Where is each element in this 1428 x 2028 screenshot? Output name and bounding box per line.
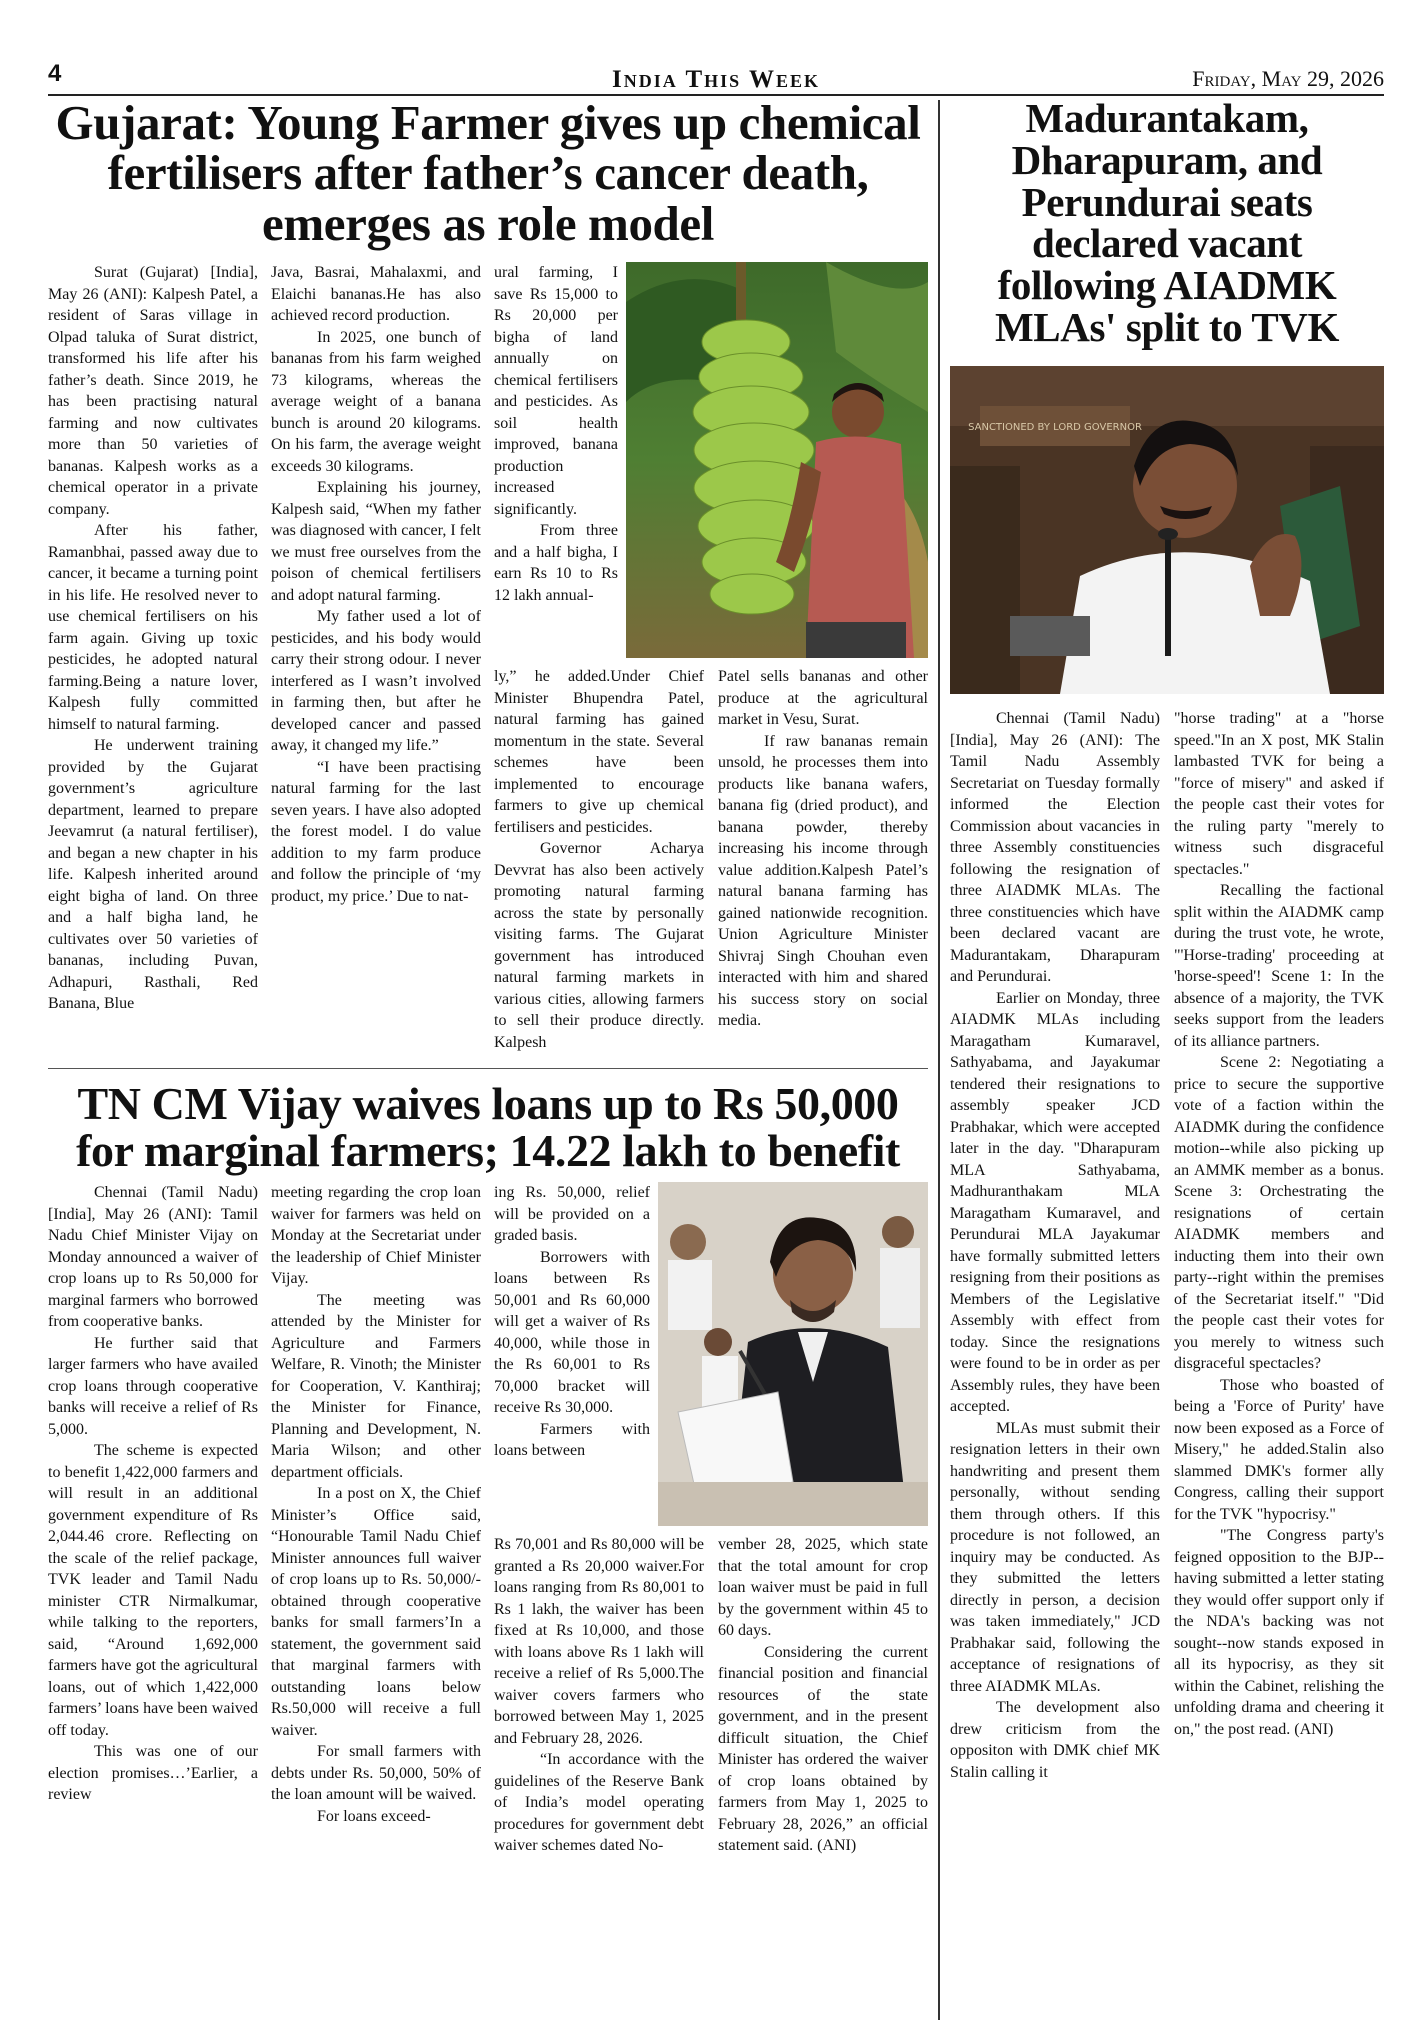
paragraph: After his father, Ramanbhai, passed away due to cancer, it became a turning point in his life. He resolved never to use chemical fertilisers on his farm again. Giving up toxic pesticides, he adopted natural farming.Being a nature lover, Kalpesh fully committed himself to natural farming. — [48, 522, 258, 733]
paragraph: MLAs must submit their resignation letters in their own handwriting and present them personally, without sending them through others. If this procedure is not followed, an inquiry may be conducted. As they submitted the letters directly in person, a decision was taken immediately," JCD Prabhakar said, following the acceptance of resignations of three AIADMK MLAs. — [950, 1419, 1160, 1695]
column-divider — [938, 100, 940, 2020]
story2-column-1 — [48, 1182, 258, 1806]
paragraph: Those who boasted of being a 'Force of Purity' have now been exposed as a Force of Misery," he added.Stalin also slammed DMK's former ally Congress, calling their support for the TVK "hypocrisy." — [1174, 1376, 1384, 1523]
story1-column-3-bottom — [494, 666, 704, 1053]
paragraph: In a post on X, the Chief Minister’s Office said, “Honourable Tamil Nadu Chief Minister announces full waiver of crop loans up to Rs. 50,000/- obtained through cooperative banks for small farmers’In a statement, the government said that marginal farmers with outstanding loans below Rs.50,000 will receive a full waiver. — [271, 1485, 481, 1739]
photo-signboard: SANCTIONED BY LORD GOVERNOR — [968, 422, 1142, 433]
page-number: 4 — [48, 60, 62, 87]
farmer-banana-photo — [626, 262, 928, 658]
paragraph: Recalling the factional split within the AIADMK camp during the trust vote, he wrote, "'Horse-trading' proceeding at 'horse-speed'! Scene 1: In the absence of a majority, the TVK seeks support from the leaders of its alliance partners. — [1174, 882, 1384, 1050]
paragraph: From three and a half bigha, I earn Rs 10 to Rs 12 lakh annual- — [494, 522, 618, 604]
paragraph: “In accordance with the guidelines of the Reserve Bank of India’s model operating procedures for government debt waiver schemes dated No- — [494, 1751, 704, 1854]
story3-headline: Madurantakam, Dharapuram, and Perundurai seats declared vacant following AIADMK MLAs' split to TVK — [994, 95, 1339, 351]
publication-name: India This Week — [611, 66, 821, 93]
paragraph: Patel sells bananas and other produce at the agricultural market in Vesu, Surat. — [718, 668, 928, 728]
paragraph: ly,” he added.Under Chief Minister Bhupendra Patel, natural farming has gained momentum in the state. Several schemes have been implemented to encourage farmers to give up chemical fertilisers and pesticides. — [494, 668, 704, 836]
paragraph: Chennai (Tamil Nadu) [India], May 26 (ANI): Tamil Nadu Chief Minister Vijay on Monday announced a waiver of crop loans up to Rs 50,000 for marginal farmers who borrowed from cooperative banks. — [48, 1184, 258, 1330]
issue-date: Friday, May 29, 2026 — [1192, 66, 1384, 91]
story2-column-4-bottom — [718, 1534, 928, 1857]
paragraph: The scheme is expected to benefit 1,422,000 farmers and will result in an additional government expenditure of Rs 2,044.46 crore. Reflecting on the scale of the relief package, TVK leader and Tamil Nadu minister CTR Nirmalkumar, while talking to the reporters, said, “Around 1,692,000 farmers have got the agricultural loans, out of which 1,422,000 farmers’ loans have been waived off today. — [48, 1442, 258, 1739]
paragraph: He underwent training provided by the Gujarat government’s agriculture department, learned to prepare Jeevamrut (a natural fertiliser), and began a new chapter in his life. Kalpesh inherited around eight bigha of land. On three and a half bigha land, he cultivates over 50 varieties of bananas, including Puvan, Adhapuri, Rasthali, Red Banana, Blue — [48, 737, 258, 1012]
paragraph: The meeting was attended by the Minister for Agriculture and Farmers Welfare, R. Vinoth; the Minister for Cooperation, V. Kanthiraj; the Minister for Finance, Planning and Development, N. Maria Wilson; and other department officials. — [271, 1291, 481, 1481]
paragraph: The development also drew criticism from the oppositon with DMK chief MK Stalin calling it — [950, 1699, 1160, 1781]
paragraph: vember 28, 2025, which state that the total amount for crop loan waiver must be paid in full by the government within 45 to 60 days. — [718, 1536, 928, 1639]
story-separator — [48, 1068, 928, 1069]
paragraph: Governor Acharya Devvrat has also been actively promoting natural farming across the state by personally visiting farms. The Gujarat government has introduced natural farming markets in various cities, allowing farmers to sell their produce directly. Kalpesh — [494, 840, 704, 1051]
paragraph: Java, Basrai, Mahalaxmi, and Elaichi bananas.He has also achieved record production. — [271, 264, 481, 324]
paragraph: For small farmers with debts under Rs. 50,000, 50% of the loan amount will be waived. — [271, 1743, 481, 1803]
story3-column-2 — [1174, 708, 1384, 1740]
story1-column-3-top — [494, 262, 618, 606]
paragraph: meeting regarding the crop loan waiver for farmers was held on Monday at the Secretariat under the leadership of Chief Minister Vijay. — [271, 1184, 481, 1287]
story1-column-4-bottom — [718, 666, 928, 1032]
chief-minister-photo — [658, 1182, 928, 1526]
paragraph: My father used a lot of pesticides, and his body would carry their strong odour. I never interfered as I wasn’t involved in farming then, but after he developed cancer and passed away, it changed my life.” — [271, 608, 481, 754]
paragraph: “I have been practising natural farming for the last seven years. I have also adopted the forest model. I do value addition to my farm produce and follow the principle of ‘my product, my price.’ Due to nat- — [271, 758, 481, 905]
paragraph: "The Congress party's feigned opposition to the BJP--having submitted a letter stating they would offer support only if the NDA's backing was not sought--now stands exposed in all its hypocrisy, as they sit within the Cabinet, relishing the unfolding drama and cheering it on," the post read. (ANI) — [1174, 1527, 1384, 1738]
paragraph: Rs 70,001 and Rs 80,000 will be granted a Rs 20,000 waiver.For loans ranging from Rs 80,001 to Rs 1 lakh, the waiver has been fixed at Rs 10,000, and those with loans above Rs 1 lakh will receive a relief of Rs 5,000.The waiver covers farmers who borrowed between May 1, 2025 and February 28, 2026. — [494, 1536, 704, 1747]
paragraph: For loans exceed- — [317, 1807, 431, 1825]
story3-column-1 — [950, 708, 1160, 1783]
paragraph: ural farming, I save Rs 15,000 to Rs 20,000 per bigha of land annually on chemical fertilisers and pesticides. As soil health improved, banana production increased significantly. — [494, 264, 618, 518]
story1-column-2 — [271, 262, 481, 907]
paragraph: Borrowers with loans between Rs 50,001 and Rs 60,000 will get a waiver of Rs 40,000, while those in the Rs 60,001 to Rs 70,000 bracket will receive Rs 30,000. — [494, 1248, 650, 1416]
story2-column-3-bottom — [494, 1534, 704, 1857]
paragraph: He further said that larger farmers who have availed crop loans through cooperative banks will receive a relief of Rs 5,000. — [48, 1334, 258, 1438]
masthead — [48, 60, 1384, 96]
paragraph: In 2025, one bunch of bananas from his farm weighed 73 kilograms, whereas the average weight of a banana bunch is around 20 kilograms. On his farm, the average weight exceeds 30 kilograms. — [271, 328, 481, 475]
paragraph: Explaining his journey, Kalpesh said, “When my father was diagnosed with cancer, I felt we must free ourselves from the poison of chemical fertilisers and adopt natural farming. — [271, 479, 481, 604]
paragraph: Earlier on Monday, three AIADMK MLAs including Maragatham Kumaravel, Sathyabama, and Jayakumar tendered their resignations to assembly speaker JCD Prabhakar, which were accepted later in the day. "Dharapuram MLA Sathyabama, Madhuranthakam MLA Maragatham Kumaravel, and Perundurai MLA Jayakumar have formally submitted letters resigning from their positions as Members of the Legislative Assembly with effect from today. Since the resignations were found to be in order as per Assembly rules, they have been accepted. — [950, 989, 1160, 1415]
paragraph: This was one of our election promises…’Earlier, a review — [48, 1743, 258, 1803]
story2-column-2 — [271, 1182, 481, 1827]
paragraph: Scene 2: Negotiating a price to secure the supportive vote of a faction within the AIADMK during the confidence motion--while also picking up an AMMK member as a bonus. Scene 3: Orchestrating the resignations of certain AIADMK members and inducting them into their own party--right within the premises of the Secretariat itself." "Did the people cast their votes for you merely to witness such disgraceful spectacles? — [1174, 1054, 1384, 1372]
paragraph: Considering the current financial position and financial resources of the state government, and in the present difficult situation, the Chief Minister has ordered the waiver of crop loans obtained by farmers from May 1, 2025 to February 28, 2026,” an official statement said. (ANI) — [718, 1643, 928, 1854]
paragraph: ing Rs. 50,000, relief will be provided on a graded basis. — [494, 1184, 650, 1244]
story1-headline: Gujarat: Young Farmer gives up chemical fertilisers after father’s cancer death, emerges as role model — [55, 95, 921, 251]
paragraph: "horse trading" at a "horse speed."In an X post, MK Stalin lambasted TVK for being a "force of misery" and asked if the people cast their votes for the ruling party "merely to witness such disgraceful spectacles." — [1174, 710, 1384, 878]
paragraph: Chennai (Tamil Nadu) [India], May 26 (ANI): The Tamil Nadu Assembly Secretariat on Tuesday formally informed the Election Commission about vacancies in three Assembly constituencies following the resignation of three AIADMK MLAs. The three constituencies which have been declared vacant are Madurantakam, Dharapuram and Perundurai. — [950, 710, 1160, 985]
paragraph: Surat (Gujarat) [India], May 26 (ANI): Kalpesh Patel, a resident of Saras village in Olpad taluka of Surat district, transformed his life after his father’s death. Since 2019, he has been practising natural farming and now cultivates more than 50 varieties of bananas. Kalpesh works as a chemical operator in a private company. — [48, 264, 258, 518]
paragraph: If raw bananas remain unsold, he processes them into products like banana wafers, banana fig (dried product), and banana powder, thereby increasing his income through value addition.Kalpesh Patel’s natural banana farming has gained nationwide recognition. Union Agriculture Minister Shivraj Singh Chouhan even interacted with him and shared his success story on social media. — [718, 732, 928, 1029]
story2-headline: TN CM Vijay waives loans up to Rs 50,000 for marginal farmers; 14.22 lakh to benefit — [76, 1078, 900, 1177]
story1-column-1 — [48, 262, 258, 1015]
story2-column-3-top — [494, 1182, 650, 1462]
paragraph: Farmers with loans between — [494, 1420, 650, 1459]
speaker-photo — [950, 366, 1384, 694]
